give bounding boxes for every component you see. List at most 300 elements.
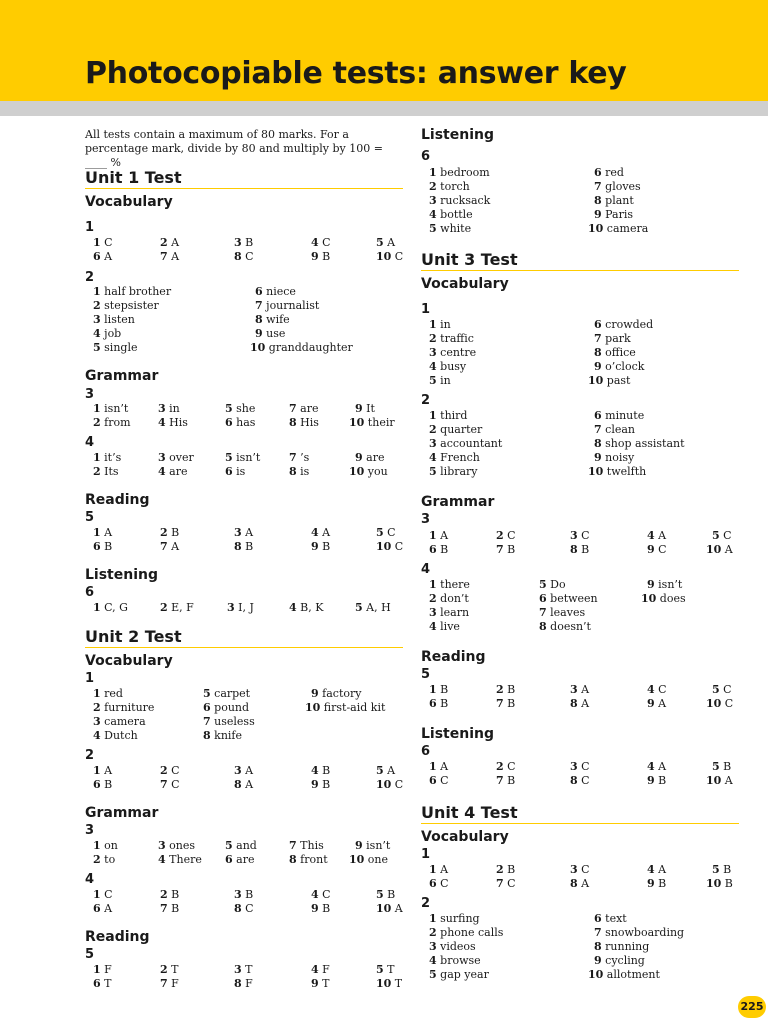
answer-number: 10 [349,416,365,429]
answer-text: It [362,402,375,415]
answer-text: is [232,465,246,478]
answer-text: B [721,877,733,890]
answer-text: shop assistant [601,437,685,450]
answer-item [429,318,451,332]
answer-item [570,543,589,557]
section-heading: Vocabulary [85,194,173,210]
answer-text: are [296,402,319,415]
answer-item [93,888,113,902]
answer-item [158,416,188,430]
answer-number: 3 [234,236,242,249]
answer-text: twelfth [603,465,647,478]
exercise-number: 2 [85,748,95,763]
unit-heading: Unit 3 Test [421,250,739,271]
answer-item [93,601,128,615]
answer-item [93,839,118,853]
answer-number: 9 [647,774,655,787]
answer-item [570,863,590,877]
answer-number: 1 [429,912,437,925]
answer-text: F [100,963,112,976]
answer-item [93,701,154,715]
answer-item [289,402,318,416]
answer-number: 7 [289,451,297,464]
answer-row [93,327,403,341]
answer-item [93,778,112,792]
answer-number: 2 [496,683,504,696]
answer-text: has [232,416,256,429]
answer-number: 5 [203,687,211,700]
answer-item [355,839,390,853]
answer-item [160,540,179,554]
answer-item [429,863,448,877]
answer-text: accountant [436,437,503,450]
answer-number: 10 [588,222,604,235]
answer-row [429,592,739,606]
answer-item [160,764,180,778]
answer-text: C [503,877,516,890]
answer-text: in [436,374,451,387]
answer-row [93,465,403,479]
answer-number: 4 [647,760,655,773]
answer-number: 5 [225,402,233,415]
answer-number: 4 [311,963,319,976]
answer-text: B [503,543,516,556]
answer-item [647,863,666,877]
answer-number: 9 [594,208,602,221]
answer-text: it’s [100,451,122,464]
answer-text: browse [436,954,481,967]
answer-number: 7 [160,540,168,553]
answer-item [234,977,253,991]
answer-number: 9 [355,451,363,464]
answer-number: 7 [160,902,168,915]
answer-number: 5 [429,222,437,235]
answer-row [93,540,403,554]
answer-item [594,451,634,465]
answer-number: 8 [594,194,602,207]
answer-row [429,166,739,180]
answer-text: A [654,760,667,773]
answer-item [647,760,666,774]
answer-text: torch [436,180,470,193]
answer-item [570,760,590,774]
answer-item [225,465,245,479]
answer-item [203,701,249,715]
answer-number: 6 [594,409,602,422]
answer-item [289,465,309,479]
answer-item [289,853,328,867]
answer-text: A, H [362,601,391,614]
answer-item [355,402,375,416]
answer-text: office [601,346,636,359]
answer-text: gloves [601,180,641,193]
answer-row [93,236,403,250]
answer-number: 5 [712,760,720,773]
answer-item [594,346,636,360]
answer-item [311,778,330,792]
answer-item [706,774,733,788]
answer-text: from [100,416,131,429]
answer-text: B [318,764,331,777]
answer-number: 6 [539,592,547,605]
answer-item [234,526,253,540]
answer-item [641,592,686,606]
answer-item [570,683,589,697]
answer-number: 3 [570,760,578,773]
exercise-number: 1 [85,671,95,686]
answer-text: B [241,236,254,249]
answer-row [93,839,403,853]
answer-item [93,465,119,479]
answer-item [376,764,395,778]
answer-text: A [654,863,667,876]
answer-row [93,888,403,902]
answer-number: 9 [311,778,319,791]
answer-text: job [100,327,122,340]
answer-text: C [436,877,449,890]
answer-item [227,601,254,615]
answer-number: 7 [496,543,504,556]
answer-item [255,327,285,341]
answer-text: bedroom [436,166,490,179]
answer-item [355,601,391,615]
answer-text: journalist [262,299,320,312]
answer-text: B [318,540,331,553]
answer-item [349,416,395,430]
answer-number: 10 [376,540,392,553]
answer-item [429,954,481,968]
answer-row [93,313,403,327]
answer-number: 6 [429,543,437,556]
answer-item [429,606,469,620]
answer-number: 5 [93,341,101,354]
answer-item [588,465,646,479]
answer-number: 2 [160,236,168,249]
answer-number: 2 [160,526,168,539]
answer-item [429,409,467,423]
answer-item [706,543,733,557]
section-heading: Listening [421,726,494,742]
exercise-number: 5 [85,510,95,525]
answer-item [305,701,385,715]
answer-number: 9 [311,540,319,553]
answer-row [429,222,739,236]
answer-text: you [364,465,388,478]
answer-number: 2 [496,760,504,773]
answer-text: T [318,977,330,990]
answer-row [429,697,739,711]
answer-text: busy [436,360,467,373]
answer-item [594,409,644,423]
answer-text: C [577,529,590,542]
answer-text: crowded [601,318,654,331]
answer-number: 7 [160,778,168,791]
answer-number: 1 [429,578,437,591]
answer-number: 9 [255,327,263,340]
answer-number: 3 [234,888,242,901]
answer-number: 10 [305,701,321,714]
answer-text: Do [546,578,566,591]
answer-text: is [296,465,310,478]
answer-item [234,888,253,902]
answer-row [429,318,739,332]
answer-text: park [601,332,631,345]
answer-number: 7 [160,250,168,263]
answer-text: niece [262,285,296,298]
answer-row [429,360,739,374]
answer-item [594,194,634,208]
answer-item [311,902,330,916]
answer-number: 2 [160,963,168,976]
answer-number: 5 [376,236,384,249]
answer-item [93,764,112,778]
answer-text: live [436,620,460,633]
header-divider-strip [0,101,768,116]
answer-number: 10 [349,853,365,866]
answer-item [203,687,250,701]
answer-text: B [318,778,331,791]
answer-text: B [167,888,180,901]
page-title: Photocopiable tests: answer key [85,56,627,91]
answer-text: C [721,697,734,710]
answer-item [289,839,324,853]
answer-number: 4 [429,451,437,464]
answer-item [429,166,490,180]
answer-row [429,332,739,346]
answer-number: 3 [234,526,242,539]
answer-item [429,529,448,543]
answer-item [160,526,179,540]
answer-item [93,715,146,729]
answer-number: 8 [570,697,578,710]
answer-number: 9 [311,250,319,263]
answer-text: B [318,250,331,263]
answer-text: C [503,529,516,542]
answer-number: 2 [429,592,437,605]
answer-number: 2 [93,416,101,429]
answer-row [429,208,739,222]
answer-item [429,760,448,774]
answer-item [234,778,253,792]
answer-number: 1 [93,236,101,249]
exercise-number: 6 [85,585,95,600]
answer-row [429,620,739,634]
answer-text: A [721,543,733,556]
answer-item [203,715,255,729]
answer-item [496,543,515,557]
answer-item [496,683,515,697]
answer-text: His [165,416,188,429]
answer-item [376,977,402,991]
answer-item [429,451,480,465]
exercise-number: 1 [85,220,95,235]
answer-item [160,250,179,264]
answer-text: between [546,592,598,605]
answer-item [594,940,649,954]
answer-item [376,540,403,554]
answer-text: does [656,592,686,605]
answer-row [429,578,739,592]
answer-number: 1 [93,601,101,614]
answer-item [496,760,516,774]
answer-item [355,451,384,465]
answer-item [158,465,187,479]
answer-row [429,423,739,437]
answer-number: 3 [158,451,166,464]
answer-number: 1 [93,285,101,298]
answer-item [594,332,631,346]
answer-number: 1 [93,526,101,539]
answer-number: 4 [429,954,437,967]
answer-row [93,687,403,701]
answer-item [539,578,566,592]
unit-heading: Unit 1 Test [85,168,403,189]
answer-text: A [100,902,113,915]
header-band [0,0,768,101]
answer-text: C [100,236,113,249]
answer-text: traffic [436,332,474,345]
answer-row [429,374,739,388]
answer-number: 5 [376,764,384,777]
answer-text: are [165,465,188,478]
answer-text: A [167,236,180,249]
answer-item [93,341,137,355]
answer-number: 5 [712,683,720,696]
answer-number: 2 [160,601,168,614]
answer-number: 5 [355,601,363,614]
answer-text: Its [100,465,119,478]
answer-number: 9 [647,578,655,591]
answer-text: isn’t [654,578,683,591]
answer-number: 5 [225,451,233,464]
answer-item [429,578,470,592]
answer-text: B [577,543,590,556]
answer-item [594,180,641,194]
answer-item [311,250,330,264]
answer-text: B [241,540,254,553]
answer-text: wife [262,313,290,326]
answer-row [93,902,403,916]
answer-text: B [503,683,516,696]
answer-item [429,774,449,788]
answer-item [158,839,195,853]
exercise-number: 4 [421,562,431,577]
exercise-number: 3 [85,823,95,838]
answer-item [570,877,589,891]
section-heading: Vocabulary [421,829,509,845]
answer-text: are [232,853,255,866]
exercise-number: 3 [421,512,431,527]
exercise-number: 3 [85,387,95,402]
answer-text: C [436,774,449,787]
answer-text: C [318,888,331,901]
answer-row [93,299,403,313]
answer-text: cycling [601,954,645,967]
answer-text: A [577,683,590,696]
answer-item [93,313,135,327]
answer-item [429,346,476,360]
answer-number: 6 [594,318,602,331]
answer-text: gap year [436,968,489,981]
answer-number: 4 [429,360,437,373]
answer-text: in [165,402,180,415]
answer-text: noisy [601,451,635,464]
answer-number: 2 [429,926,437,939]
answer-item [594,437,685,451]
exercise-number: 5 [421,667,431,682]
exercise-number: 4 [85,435,95,450]
answer-item [93,526,112,540]
answer-item [588,968,660,982]
answer-item [158,853,202,867]
answer-item [429,374,451,388]
answer-text: phone calls [436,926,504,939]
answer-text: third [436,409,468,422]
answer-number: 5 [539,578,547,591]
answer-number: 9 [311,977,319,990]
answer-item [160,902,179,916]
answer-item [594,360,644,374]
exercise-number: 1 [421,302,431,317]
answer-item [93,299,159,313]
answer-number: 8 [289,416,297,429]
answer-number: 4 [429,208,437,221]
answer-row [93,729,403,743]
answer-number: 2 [160,888,168,901]
answer-text: T [391,977,403,990]
answer-item [160,963,179,977]
answer-number: 1 [429,863,437,876]
answer-text: B [436,683,449,696]
answer-item [429,208,473,222]
answer-item [93,327,121,341]
answer-text: His [296,416,319,429]
answer-text: C [391,540,404,553]
answer-number: 8 [594,346,602,359]
answer-item [429,437,502,451]
answer-number: 8 [594,940,602,953]
answer-text: bottle [436,208,473,221]
answer-row [429,968,739,982]
answer-text: isn’t [362,839,391,852]
answer-item [311,540,330,554]
answer-number: 6 [225,465,233,478]
answer-text: allotment [603,968,660,981]
answer-item [93,540,112,554]
answer-text: A [100,250,113,263]
answer-item [594,318,653,332]
answer-text: C, G [100,601,128,614]
answer-item [225,839,257,853]
answer-number: 5 [225,839,233,852]
answer-number: 3 [93,715,101,728]
answer-item [160,601,194,615]
answer-item [647,877,666,891]
answer-item [311,526,330,540]
answer-number: 8 [289,465,297,478]
answer-number: 6 [93,778,101,791]
answer-item [496,863,515,877]
answer-text: B [654,774,667,787]
section-heading: Reading [85,492,150,508]
answer-text: A [318,526,331,539]
answer-row [93,764,403,778]
answer-item [376,250,403,264]
answer-number: 1 [93,402,101,415]
answer-number: 7 [160,977,168,990]
answer-number: 3 [570,529,578,542]
answer-row [93,853,403,867]
